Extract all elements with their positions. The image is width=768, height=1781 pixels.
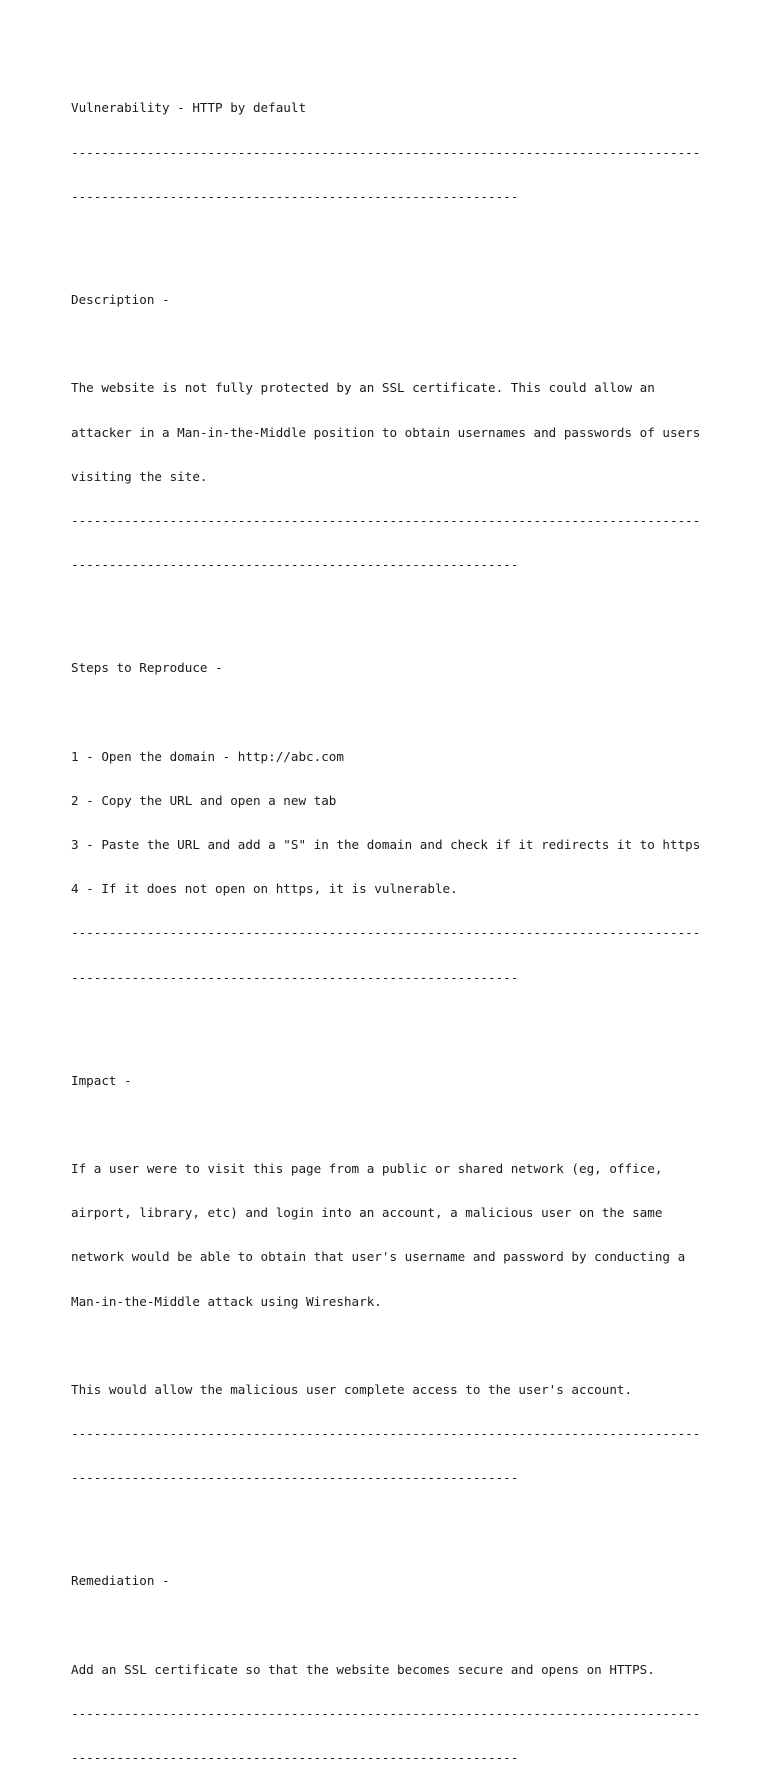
impact-text-line: network would be able to obtain that user's username and password by conducting a <box>71 1249 686 1265</box>
separator-line: ----------------------------------------------------------------------------------- <box>71 925 701 941</box>
impact-text-line: Man-in-the-Middle attack using Wireshark. <box>71 1293 382 1309</box>
step-line: 1 - Open the domain - http://abc.com <box>71 748 344 764</box>
step-line: 3 - Paste the URL and add a "S" in the domain and check if it redirects it to https <box>71 836 701 852</box>
separator-line: ----------------------------------------------------------------------------------- <box>71 512 701 528</box>
impact-text-line: If a user were to visit this page from a public or shared network (eg, office, <box>71 1160 663 1176</box>
blank-line <box>71 234 731 249</box>
separator-line: ----------------------------------------------------------- <box>71 1750 519 1766</box>
description-text-line: visiting the site. <box>71 468 208 484</box>
blank-line <box>71 1015 731 1030</box>
separator-line: ----------------------------------------------------------- <box>71 557 519 573</box>
remediation-text-line: Add an SSL certificate so that the website becomes secure and opens on HTTPS. <box>71 1661 655 1677</box>
blank-line <box>71 1619 731 1634</box>
separator-line: ----------------------------------------------------------------------------------- <box>71 1426 701 1442</box>
impact-text-line: This would allow the malicious user complete access to the user's account. <box>71 1381 633 1397</box>
separator-line: ----------------------------------------------------------- <box>71 969 519 985</box>
blank-line <box>71 337 731 352</box>
blank-line <box>71 705 731 720</box>
impact-text-line: airport, library, etc) and login into an account, a malicious user on the same <box>71 1205 663 1221</box>
separator-line: ----------------------------------------------------------------------------------- <box>71 1705 701 1721</box>
blank-line <box>71 1339 731 1354</box>
step-line: 2 - Copy the URL and open a new tab <box>71 792 337 808</box>
steps-heading: Steps to Reproduce - <box>71 660 223 676</box>
vulnerability-report <box>71 72 731 1781</box>
remediation-heading: Remediation - <box>71 1573 170 1589</box>
impact-heading: Impact - <box>71 1072 132 1088</box>
description-text-line: attacker in a Man-in-the-Middle position to obtain usernames and passwords of users <box>71 424 701 440</box>
blank-line <box>71 1515 731 1530</box>
separator-line: ----------------------------------------------------------- <box>71 188 519 204</box>
report-title: Vulnerability - HTTP by default <box>71 100 307 116</box>
blank-line <box>71 1118 731 1133</box>
step-line: 4 - If it does not open on https, it is vulnerable. <box>71 881 458 897</box>
description-text-line: The website is not fully protected by an SSL certificate. This could allow an <box>71 380 655 396</box>
separator-line: ----------------------------------------------------------------------------------- <box>71 144 701 160</box>
description-heading: Description - <box>71 291 170 307</box>
blank-line <box>71 602 731 617</box>
separator-line: ----------------------------------------------------------- <box>71 1470 519 1486</box>
